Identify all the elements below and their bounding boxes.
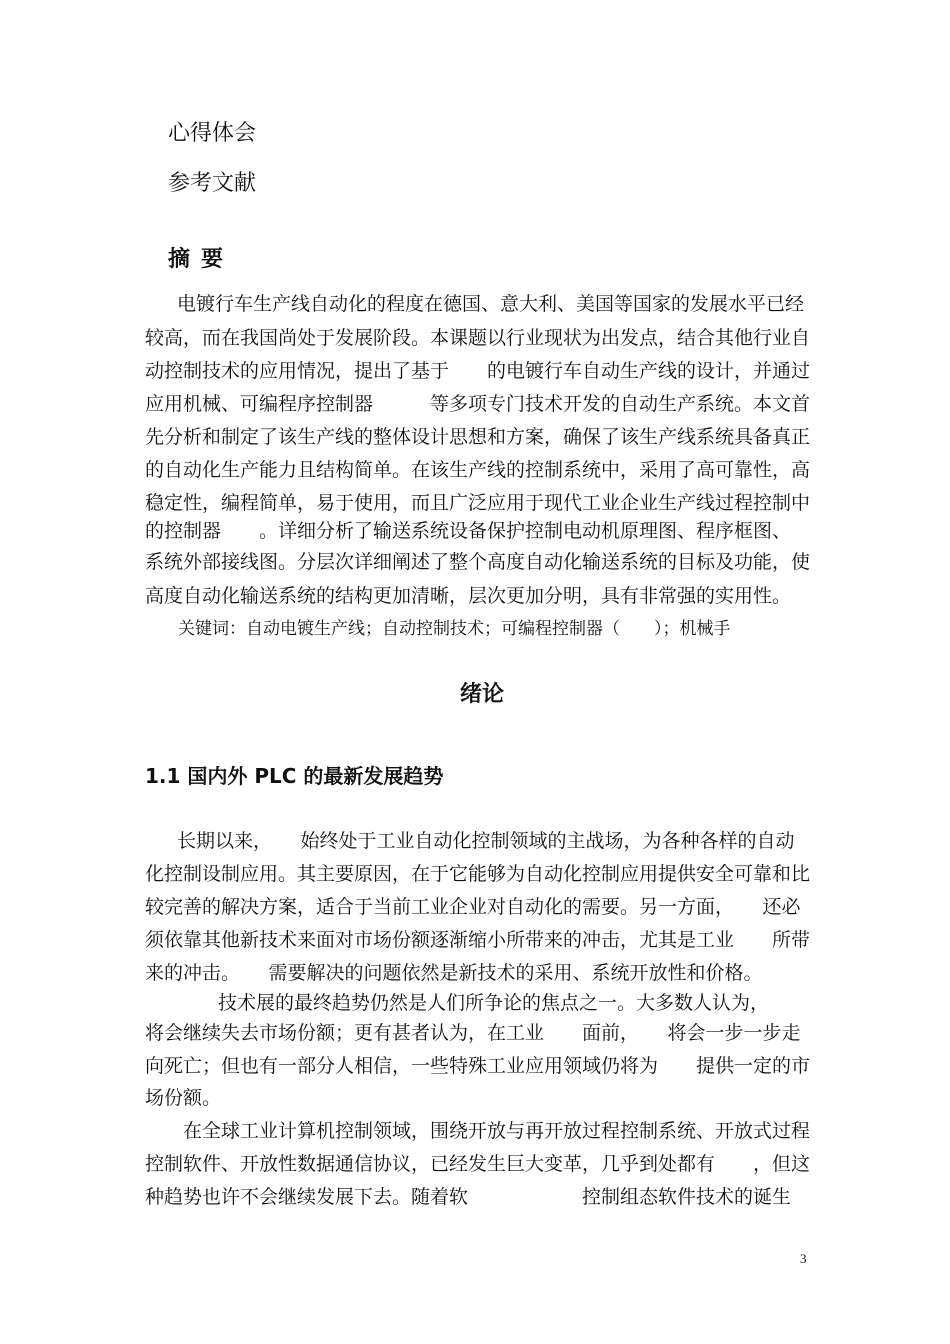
- section-line: 长期以来， 始终处于工业自动化控制领域的主战场，为各种各样的自动: [177, 830, 795, 852]
- section-line: 较完善的解决方案，适合于当前工业企业对自动化的需要。另一方面， 还必: [145, 896, 801, 918]
- toc-item-reflections: 心得体会: [168, 121, 257, 146]
- section-line: 来的冲击。 需要解决的问题依然是新技术的采用、系统开放性和价格。: [145, 962, 763, 984]
- section-line: 场份额。: [145, 1087, 222, 1109]
- section-line: 技术展的最终趋势仍然是人们所争论的焦点之一。大多数人认为，: [218, 992, 770, 1014]
- chapter-title: 绪论: [460, 681, 505, 707]
- page-number: 3: [800, 1251, 807, 1266]
- abstract-line: 稳定性，编程简单，易于使用，而且广泛应用于现代工业企业生产线过程控制中: [145, 492, 811, 514]
- section-line: 种趋势也许不会继续发展下去。随着软 控制组态软件技术的诞生: [145, 1186, 792, 1208]
- section-title: 1.1 国内外 PLC 的最新发展趋势: [145, 764, 444, 788]
- abstract-line: 系统外部接线图。分层次详细阐述了整个高度自动化输送系统的目标及功能，使: [145, 551, 811, 573]
- section-line: 化控制设制应用。其主要原因，在于它能够为自动化控制应用提供安全可靠和比: [145, 863, 811, 885]
- abstract-line: 先分析和制定了该生产线的整体设计思想和方案，确保了该生产线系统具备真正: [145, 426, 811, 448]
- section-line: 控制软件、开放性数据通信协议，已经发生巨大变革，几乎到处都有 ，但这: [145, 1153, 811, 1175]
- abstract-heading: 摘要: [168, 246, 235, 272]
- abstract-line: 电镀行车生产线自动化的程度在德国、意大利、美国等国家的发展水平已经: [177, 293, 805, 315]
- section-line: 向死亡；但也有一部分人相信，一些特殊工业应用领域仍将为 提供一定的市: [145, 1055, 811, 1077]
- abstract-keywords: 关键词：自动电镀生产线；自动控制技术；可编程控制器（ ）；机械手: [178, 619, 731, 639]
- abstract-line: 的控制器 。详细分析了输送系统设备保护控制电动机原理图、程序框图、: [145, 520, 792, 542]
- abstract-line: 动控制技术的应用情况，提出了基于 的电镀行车自动生产线的设计，并通过: [145, 360, 811, 382]
- abstract-line: 较高，而在我国尚处于发展阶段。本课题以行业现状为出发点，结合其他行业自: [145, 327, 811, 349]
- section-line: 在全球工业计算机控制领域，围绕开放与再开放过程控制系统、开放式过程: [183, 1120, 811, 1142]
- section-line: 须依靠其他新技术来面对市场份额逐渐缩小所带来的冲击，尤其是工业 所带: [145, 929, 811, 951]
- abstract-line: 应用机械、可编程序控制器 等多项专门技术开发的自动生产系统。本文首: [145, 393, 811, 415]
- section-line: 将会继续失去市场份额；更有甚者认为，在工业 面前， 将会一步一步走: [145, 1022, 801, 1044]
- toc-item-references: 参考文献: [168, 171, 257, 196]
- abstract-line: 高度自动化输送系统的结构更加清晰，层次更加分明，具有非常强的实用性。: [145, 585, 792, 607]
- abstract-line: 的自动化生产能力且结构简单。在该生产线的控制系统中，采用了高可靠性，高: [145, 459, 811, 481]
